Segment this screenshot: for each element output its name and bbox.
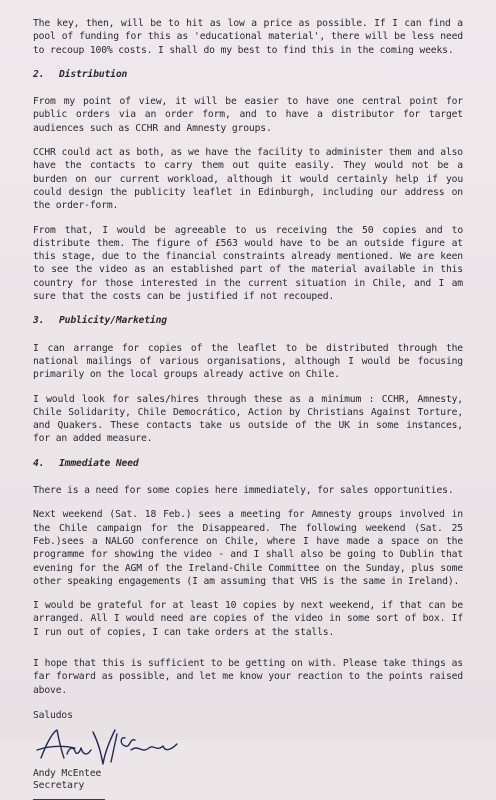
section-title: Immediate Need [59, 457, 139, 469]
section-number: 3. [33, 315, 45, 327]
publicity-paragraph-1: I can arrange for copies of the leaflet to be distributed through the national mailings of various organisations, although I would be focusing primarily on the local groups already active on Chile. [33, 342, 463, 381]
publicity-paragraph-2: I would look for sales/hires through these as a minimum : CCHR, Amnesty, Chile Solidarity, Chile Democrático, Action by Christians Against Torture, and Quakers. These contacts take us outside of the UK in some instances, for an added measure. [33, 393, 463, 445]
section-title: Distribution [59, 68, 128, 80]
section-title: Publicity/Marketing [59, 315, 167, 327]
section-heading-publicity [33, 314, 463, 327]
distribution-paragraph-2: CCHR could act as both, as we have the facility to administer them and also have the contacts to carry them out quite easily. They would not be a burden on our current workload, although it would certainly help if you could design the publicity leaflet in Edinburgh, including our address on the order-form. [33, 147, 463, 212]
salutation: Saludos [33, 709, 73, 721]
signatory-block [33, 768, 463, 800]
closing-paragraph: I hope that this is sufficient to be getting on with. Please take things as far forward as possible, and let me know your reaction to the points raised above. [33, 657, 463, 696]
immediate-need-paragraph-2: Next weekend (Sat. 18 Feb.) sees a meeting for Amnesty groups involved in the Chile campaign for the Disappeared. The following weekend (Sat. 25 Feb.)sees a NALGO conference on Chile, where I have made a space on the programme for showing the video - and I shall also be going to Dublin that evening for the AGM of the Ireland-Chile Committee on the Sunday, plus some other speaking engagements (I am assuming that VHS is the same in Ireland). [33, 509, 463, 587]
immediate-need-paragraph-3: I would be grateful for at least 10 copies by next weekend, if that can be arranged. All I would need are copies of the video in some sort of box. If I run out of copies, I can take orders at the stalls. [33, 600, 463, 638]
intro-paragraph: The key, then, will be to hit as low a price as possible. If I can find a pool of funding for this as 'educational material', there will be less need to recoup 100% costs. I shall do my best to find this in the coming weeks. [33, 18, 463, 56]
signatory-title: Secretary [33, 780, 85, 792]
letter-body [33, 17, 463, 800]
section-heading-immediate-need [33, 457, 463, 470]
signatory-name: Andy McEntee [33, 768, 102, 780]
distribution-paragraph-3: From that, I would be agreeable to us receiving the 50 copies and to distribute them. The figure of £563 would have to be an outside figure at this stage, due to the financial constraints already mentioned. We are keen to see the video as an established part of the material available in this country for those interested in the current situation in Chile, and I am sure that the costs can be justified if not recouped. [33, 224, 463, 303]
section-heading-distribution [33, 68, 463, 81]
distribution-paragraph-1: From my point of view, it will be easier to have one central point for public orders via an order form, and to have a distributor for target audiences such as CCHR and Amnesty groups. [33, 96, 463, 134]
immediate-need-paragraph-1: There is a need for some copies here immediately, for sales opportunities. [33, 485, 454, 497]
section-number: 2. [33, 68, 45, 80]
handwritten-signature [31, 724, 191, 768]
section-number: 4. [33, 457, 45, 469]
